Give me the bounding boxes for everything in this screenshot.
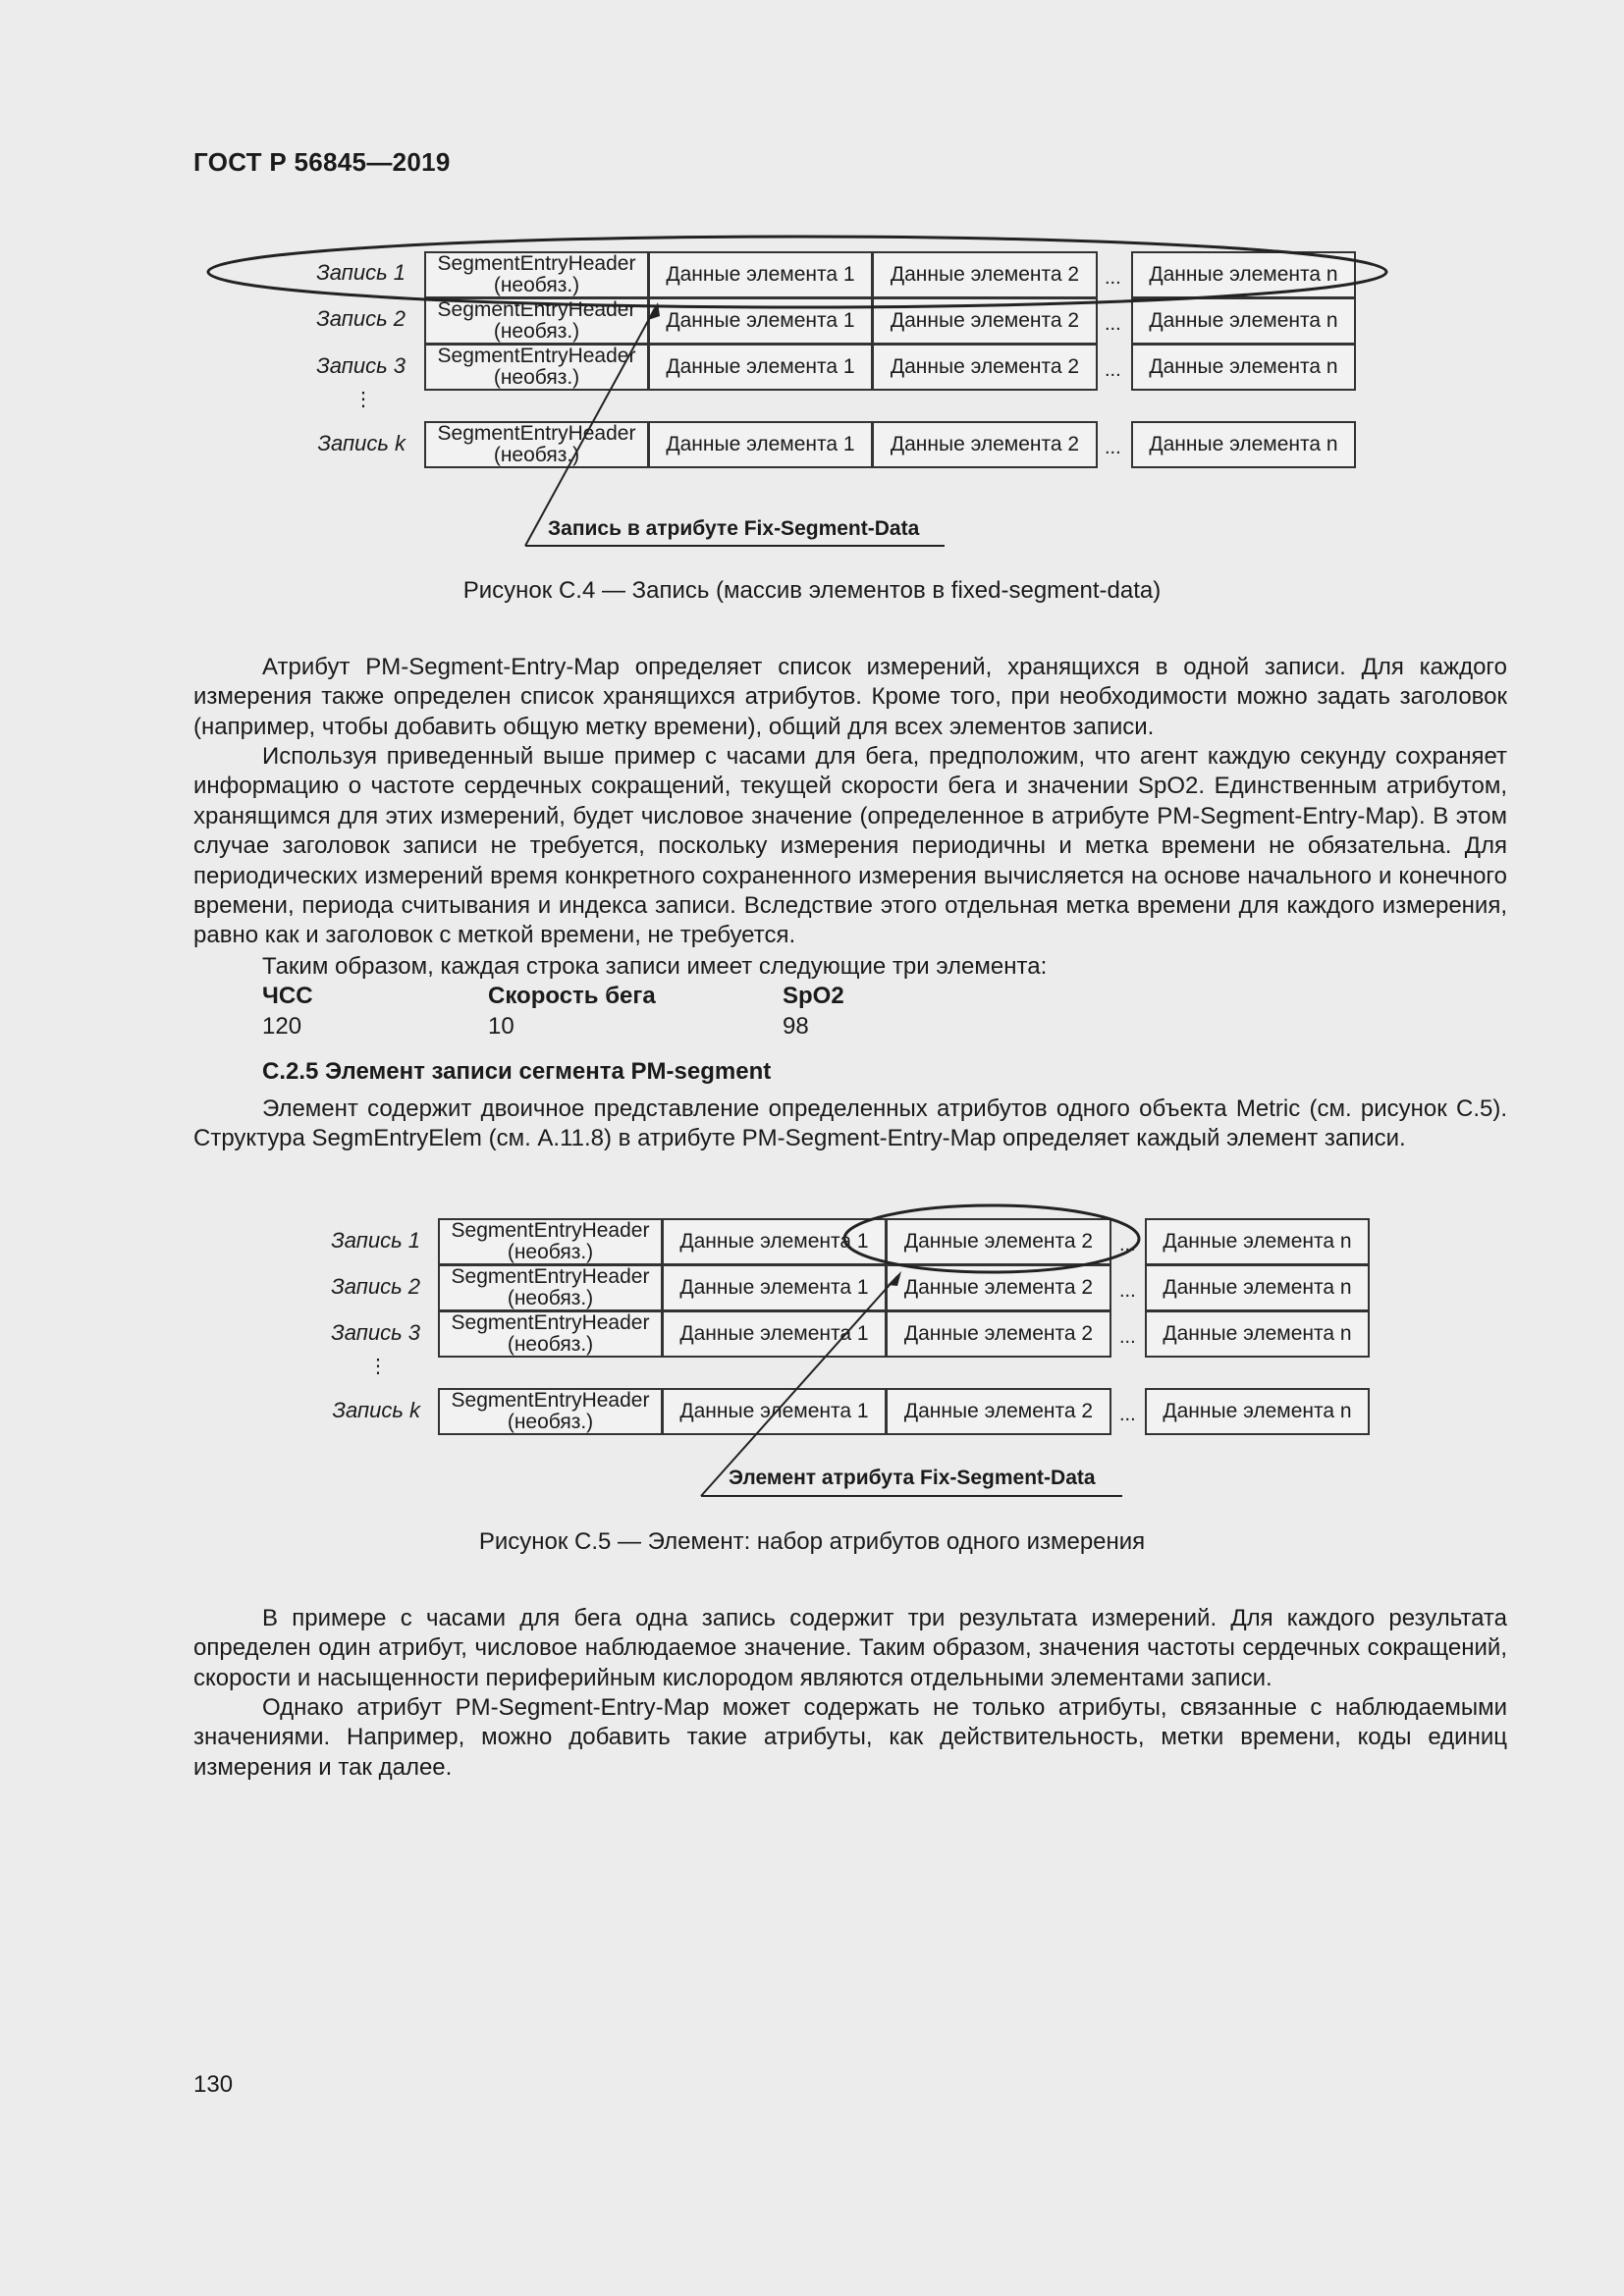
record-label-2: Запись 2 xyxy=(331,1274,420,1299)
header-line2: (необяз.) xyxy=(507,1241,594,1263)
paragraph-three-results: В примере с часами для бега одна запись содержит три результата измерений. Для каждого результата определен один атрибут, числовое наблюдаемое значение. Таким образом, значения частоты сердечных сокращений, скорости и насыщенности периферийным кислородом являются отдельными элементами записи. xyxy=(193,1605,1507,1691)
record-label-2: Запись 2 xyxy=(316,306,406,331)
header-line2: (необяз.) xyxy=(507,1287,594,1309)
element-1-cell: Данные элемента 1 xyxy=(662,1218,887,1265)
header-line2: (необяз.) xyxy=(507,1411,594,1433)
element-n-cell: Данные элемента n xyxy=(1131,297,1356,345)
element-highlight-ellipse xyxy=(844,1205,1139,1272)
paragraph-running-watch-example: Используя приведенный выше пример с часами для бега, предположим, что агент каждую секунду сохраняет информацию о частоте сердечных сокращений, текущей скорости бега и значении SpO2. Единственным атрибутом, хранящимся для этих измерений, будет числовое значение (определенное в атрибуте PM-Segment-Entry-Map). В этом случае заголовок записи не требуется, поскольку измерения периодичны и метка времени не обязательна. Для периодических измерений время конкретного сохраненного измерения вычисляется на основе начального и конечного времени, периода считывания и индекса записи. Вследствие этого отдельная метка времени для каждого измерения, равно как и заголовок с меткой времени, не требуется. xyxy=(193,743,1507,949)
element-1-cell: Данные элемента 1 xyxy=(662,1264,887,1311)
element-2-cell: Данные элемента 2 xyxy=(872,344,1098,391)
element-n-cell: Данные элемента n xyxy=(1131,251,1356,298)
record-label-1: Запись 1 xyxy=(316,260,406,285)
header-line1: SegmentEntryHeader xyxy=(437,298,636,321)
element-2-cell: Данные элемента 2 xyxy=(886,1310,1111,1358)
header-speed: Скорость бега xyxy=(488,983,656,1009)
element-2-cell: Данные элемента 2 xyxy=(872,421,1098,468)
header-line2: (необяз.) xyxy=(507,1333,594,1356)
ellipsis: ... xyxy=(1119,1404,1136,1425)
ellipsis: ... xyxy=(1119,1326,1136,1348)
record-label-3: Запись 3 xyxy=(316,353,406,378)
header-line2: (необяз.) xyxy=(493,274,580,296)
callout-pointer-line xyxy=(701,1276,897,1496)
header-line1: SegmentEntryHeader xyxy=(437,422,636,445)
header-hr: ЧСС xyxy=(262,983,313,1009)
element-1-cell: Данные элемента 1 xyxy=(648,421,873,468)
ellipsis: ... xyxy=(1119,1280,1136,1302)
record-label-k: Запись k xyxy=(317,431,406,455)
header-line1: SegmentEntryHeader xyxy=(451,1389,650,1412)
figure-c5-caption: Рисунок С.5 — Элемент: набор атрибутов одного измерения xyxy=(478,1528,1146,1555)
element-1-cell: Данные элемента 1 xyxy=(662,1388,887,1435)
header-line1: SegmentEntryHeader xyxy=(437,345,636,367)
header-line1: SegmentEntryHeader xyxy=(437,252,636,275)
paragraph-element-description: Элемент содержит двоичное представление определенных атрибутов одного объекта Metric (см. рисунок С.5). Структура SegmEntryElem (см. А.11.8) в атрибуте PM-Segment-Entry-Map определяет каждый элемент записи. xyxy=(193,1095,1507,1152)
element-n-cell: Данные элемента n xyxy=(1131,344,1356,391)
header-line2: (необяз.) xyxy=(493,444,580,466)
element-n-cell: Данные элемента n xyxy=(1145,1310,1370,1358)
value-hr: 120 xyxy=(262,1013,302,1040)
element-n-cell: Данные элемента n xyxy=(1145,1264,1370,1311)
section-heading-c25: С.2.5 Элемент записи сегмента PM-segment xyxy=(262,1058,772,1085)
page-number: 130 xyxy=(193,2071,234,2098)
element-1-cell: Данные элемента 1 xyxy=(648,344,873,391)
element-2-cell: Данные элемента 2 xyxy=(886,1264,1111,1311)
ellipsis: ... xyxy=(1105,313,1121,335)
callout-label: Запись в атрибуте Fix-Segment-Data xyxy=(548,517,920,540)
paragraph-other-attributes: Однако атрибут PM-Segment-Entry-Map может содержать не только атрибуты, связанные с наблюдаемыми значениями. Например, можно добавить такие атрибуты, как действительность, метки времени, коды единиц измерения и так далее. xyxy=(193,1694,1507,1781)
ellipsis: ... xyxy=(1105,359,1121,381)
vertical-dots: ⋮ xyxy=(368,1356,388,1377)
ellipsis: ... xyxy=(1105,267,1121,289)
element-n-cell: Данные элемента n xyxy=(1145,1218,1370,1265)
figure-c4-caption: Рисунок С.4 — Запись (массив элементов в fixed-segment-data) xyxy=(462,577,1162,604)
value-spo2: 98 xyxy=(783,1013,809,1040)
element-1-cell: Данные элемента 1 xyxy=(648,251,873,298)
header-spo2: SpO2 xyxy=(783,983,844,1009)
record-label-1: Запись 1 xyxy=(331,1228,420,1253)
element-n-cell: Данные элемента n xyxy=(1145,1388,1370,1435)
element-2-cell: Данные элемента 2 xyxy=(872,251,1098,298)
callout-label: Элемент атрибута Fix-Segment-Data xyxy=(729,1467,1096,1489)
header-line1: SegmentEntryHeader xyxy=(451,1219,650,1242)
vertical-dots: ⋮ xyxy=(353,389,373,410)
document-header: ГОСТ Р 56845—2019 xyxy=(193,147,451,177)
record-label-3: Запись 3 xyxy=(331,1320,420,1345)
element-1-cell: Данные элемента 1 xyxy=(648,297,873,345)
element-2-cell: Данные элемента 2 xyxy=(886,1218,1111,1265)
ellipsis: ... xyxy=(1105,437,1121,458)
paragraph-segment-entry-map: Атрибут PM-Segment-Entry-Map определяет список измерений, хранящихся в одной записи. Для каждого измерения также определен список хранящихся атрибутов. Кроме того, при необходимости можно задать заголовок (например, чтобы добавить общую метку времени), общий для всех элементов записи. xyxy=(193,654,1507,740)
paragraph-three-elements: Таким образом, каждая строка записи имеет следующие три элемента: xyxy=(262,953,1048,980)
element-1-cell: Данные элемента 1 xyxy=(662,1310,887,1358)
header-line2: (необяз.) xyxy=(493,366,580,389)
header-line1: SegmentEntryHeader xyxy=(451,1265,650,1288)
callout-arrowhead xyxy=(888,1271,901,1286)
element-2-cell: Данные элемента 2 xyxy=(886,1388,1111,1435)
header-line1: SegmentEntryHeader xyxy=(451,1311,650,1334)
header-line2: (необяз.) xyxy=(493,320,580,343)
ellipsis: ... xyxy=(1119,1234,1136,1255)
element-n-cell: Данные элемента n xyxy=(1131,421,1356,468)
record-label-k: Запись k xyxy=(332,1398,420,1422)
value-speed: 10 xyxy=(488,1013,514,1040)
element-2-cell: Данные элемента 2 xyxy=(872,297,1098,345)
